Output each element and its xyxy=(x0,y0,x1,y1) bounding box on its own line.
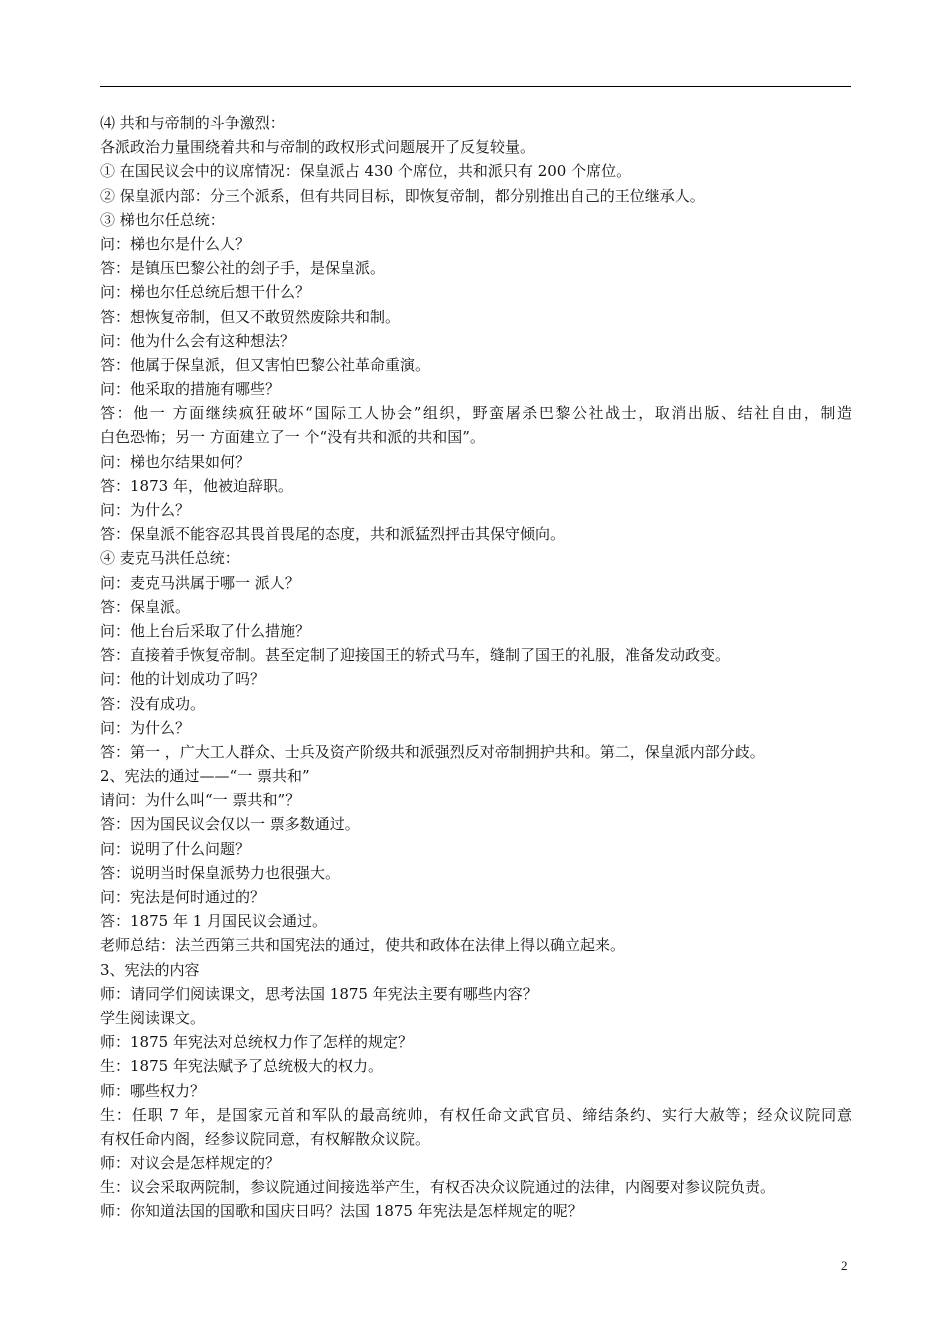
text-line: 师：你知道法国的国歌和国庆日吗？法国 1875 年宪法是怎样规定的呢？ xyxy=(100,1202,583,1221)
text-line: 问：他上台后采取了什么措施？ xyxy=(100,621,311,640)
section-heading: 2、宪法的通过——“一 票共和” xyxy=(100,767,310,786)
text-line: 答：1875 年 1 月国民议会通过。 xyxy=(100,912,328,931)
text-line: ③ 梯也尔任总统： xyxy=(100,210,225,229)
text-line: 答：1873 年，他被迫辞职。 xyxy=(100,476,293,495)
text-line: 问：他为什么会有这种想法？ xyxy=(100,331,296,350)
text-line: 师：对议会是怎样规定的？ xyxy=(100,1154,281,1173)
text-line: 答：想恢复帝制，但又不敢贸然废除共和制。 xyxy=(100,307,401,326)
text-line: 答：说明当时保皇派势力也很强大。 xyxy=(100,863,341,882)
section-heading: 3、宪法的内容 xyxy=(100,960,200,979)
text-line: 请问：为什么叫“一 票共和”？ xyxy=(100,791,301,810)
text-line: 答：是镇压巴黎公社的刽子手，是保皇派。 xyxy=(100,259,386,278)
text-line: ④ 麦克马洪任总统： xyxy=(100,549,240,568)
text-line: 问：说明了什么问题？ xyxy=(100,839,251,858)
page-number: 2 xyxy=(841,1258,848,1273)
text-line: 学生阅读课文。 xyxy=(100,1008,206,1027)
text-line: 师：哪些权力？ xyxy=(100,1081,206,1100)
text-line: 答：因为国民议会仅以一 票多数通过。 xyxy=(100,815,360,834)
text-line: 各派政治力量围绕着共和与帝制的政权形式问题展开了反复较量。 xyxy=(100,138,536,157)
text-line: 答：保皇派。 xyxy=(100,597,191,616)
text-line: 问：为什么？ xyxy=(100,718,191,737)
text-line: 问：麦克马洪属于哪一 派人？ xyxy=(100,573,300,592)
text-line: ⑷ 共和与帝制的斗争激烈： xyxy=(100,114,285,132)
text-line: 生：议会采取两院制，参议院通过间接选举产生，有权否决众议院通过的法律，内阁要对参议院负责。 xyxy=(100,1178,776,1197)
text-line: 问：宪法是何时通过的？ xyxy=(100,888,266,906)
document-body xyxy=(100,111,852,1224)
text-line: 生：1875 年宪法赋予了总统极大的权力。 xyxy=(100,1057,383,1076)
text-line: 生：任职 7 年，是国家元首和军队的最高统帅，有权任命文武官员、缔结条约、实行大赦等；经众议院同意 xyxy=(100,1105,852,1124)
text-line: ② 保皇派内部：分三个派系，但有共同目标，即恢复帝制，都分别推出自己的王位继承人。 xyxy=(100,186,705,205)
text-line: 问：他的计划成功了吗？ xyxy=(100,670,266,689)
text-line: 问：梯也尔结果如何？ xyxy=(100,452,251,471)
text-line: 问：为什么？ xyxy=(100,501,191,519)
text-line: 答：保皇派不能容忍其畏首畏尾的态度，共和派猛烈抨击其保守倾向。 xyxy=(100,525,566,544)
text-line: 师：请同学们阅读课文，思考法国 1875 年宪法主要有哪些内容？ xyxy=(100,984,538,1003)
text-line: 答：直接着手恢复帝制。甚至定制了迎接国王的轿式马车，缝制了国王的礼服，准备发动政变。 xyxy=(100,646,731,665)
text-line: 答：他属于保皇派，但又害怕巴黎公社革命重演。 xyxy=(100,355,431,374)
text-line: 问：梯也尔任总统后想干什么？ xyxy=(100,283,311,302)
text-line: 问：他采取的措施有哪些？ xyxy=(100,380,281,399)
text-line: 师：1875 年宪法对总统权力作了怎样的规定？ xyxy=(100,1033,413,1052)
text-line: 答：没有成功。 xyxy=(100,694,206,713)
text-line: 答：他一 方面继续疯狂破坏“国际工人协会”组织，野蛮屠杀巴黎公社战士，取消出版、结社自由，制造 xyxy=(100,404,852,423)
text-line: 白色恐怖；另一 方面建立了一 个“没有共和派的共和国”。 xyxy=(100,428,485,447)
text-line: ① 在国民议会中的议席情况：保皇派占 430 个席位，共和派只有 200 个席位。 xyxy=(100,162,632,181)
text-line: 有权任命内阁，经参议院同意，有权解散众议院。 xyxy=(100,1129,431,1148)
text-line: 问：梯也尔是什么人？ xyxy=(100,234,251,253)
text-line: 老师总结：法兰西第三共和国宪法的通过，使共和政体在法律上得以确立起来。 xyxy=(100,936,626,955)
header-rule xyxy=(100,86,851,87)
text-line: 答：第一 ，广大工人群众、士兵及资产阶级共和派强烈反对帝制拥护共和。第二，保皇派内部分歧。 xyxy=(100,742,765,761)
